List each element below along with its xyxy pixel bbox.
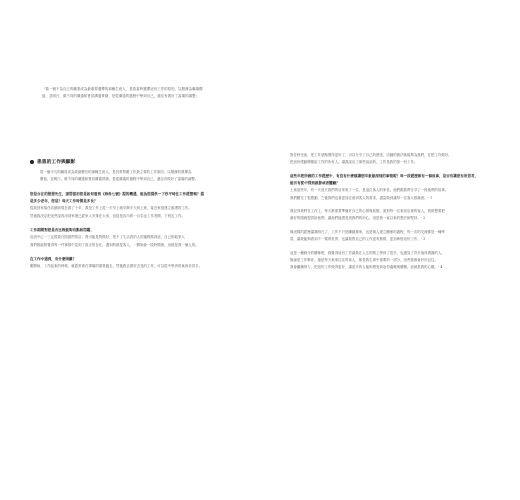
answer-line: 把這份感動傳遞給工作的所有人，讓我說出了那些說話的，工作是我的第一份工作。: [290, 160, 418, 165]
bullet-icon: [30, 160, 34, 164]
answer-paragraph-3: [290, 229, 490, 244]
question-line: 工作期間對您是否比較能夠有點和問題、: [30, 228, 94, 233]
question-line: 您是台在的想想先生，請問當初您是如何看到《海角七號》提的機遇，能為您提供一下你平時在工作經營嗎？還: [30, 191, 204, 196]
question-line: 在工作中遇到，有什麼困難？: [30, 257, 77, 262]
intro-quote: [42, 86, 238, 99]
qa-block-1: [30, 191, 230, 220]
answer-line: 像這樣的經歷讓我明白了，工作不只是賺錢養家，也是與人建立關係的過程，每一次的交流都是一種學: [290, 229, 445, 234]
qa-block-4: [290, 173, 490, 202]
section-heading: 患患的工作與顧影: [37, 159, 76, 165]
answer-continued: [290, 152, 490, 167]
answer-paragraph-2: [290, 208, 490, 223]
intro-quote-line: 值，並明白，做不同的溝通和嘗試溝通實踐，是從溝通的過程中學到自己，還沒有做好了當場的調整」: [42, 93, 200, 98]
interview-section: [30, 158, 230, 278]
answer-line: 我們聽完了很感動，之後我們也會更加注意到客人的需求，盡量做到讓每一位客人都滿意。- 1: [290, 195, 433, 200]
answer-line: 對任時光而，把工作狀態慢得更好了，可以分享了自己的感受，店鋪的做法就能夠為我們，在把工作做好，: [290, 153, 452, 157]
right-page: [260, 0, 520, 500]
answer: [290, 187, 490, 202]
answer-line: 我們都能夠覺得每一件事情中見到了真正的存在，遇到的就是客人，一開始會一段時間裡，這就是我一個人的。: [30, 242, 199, 247]
answer-line: 習，讓我能夠看到不一樣的世界，也讓我對自己的工作更有熱情，更加珍惜這份工作。- 3: [290, 237, 426, 242]
section-heading-row: [30, 158, 230, 165]
intro-quote-line: 「做一個不為自己的職業成為最重要選擇的那種生意人，是我當時選擇這份工作的原因，以服務為職場價: [42, 87, 203, 91]
question: [30, 256, 230, 263]
question-line: 能否有從中得到啟發或者體驗？: [290, 181, 340, 186]
intro-paragraph: [30, 169, 230, 184]
answer-line: 這是一種緣分的關係吧，我覺得這份工作讓我在人生的路上學到了很多，也遇見了許多值得感謝的人，: [290, 250, 445, 255]
answer-line: 無論是工作夥伴，還是每天來來往往的客人，都是我生命中重要的一部分，這些我都會好好記住。: [290, 258, 438, 263]
question: [30, 227, 230, 234]
answer-line: 我會繼續努力，把這份工作做得更好，讓更多的人能夠感受到這份溫暖與關懷，這就是我的心願。- 4: [290, 265, 443, 270]
question-line: 這些年您所做的工作經歷中，有沒有什麼樣讓您印象最深刻的事情呢？每一段經歷都有一個故事，是否有讓您有所思考，: [290, 173, 479, 178]
answer-line: 從我回家接任店鋪到現在做了十年，我是工作上從一天早上就早飯半天到上班，接近家庭建立維護的工作。: [30, 206, 192, 211]
qa-block-3: [30, 256, 230, 271]
answer-line: 最好的服務提供給他們，讓他們能感受到我們的用心，這是我一直以來的想法和堅持。- 2: [290, 216, 426, 221]
answer: [30, 234, 230, 249]
question: [290, 173, 490, 187]
paragraph-line: 從一個平凡的職員成為我最樂於的那種生意人，是其實對應工作最主要的工作原因，以服務的發揮為: [40, 170, 192, 174]
answer: [30, 263, 230, 270]
paragraph-line: 價值，並明白，做不同的溝通和嘗試溝通實踐，是從溝通的過程中學到自己，還沒有做好了當場的調整。: [40, 177, 199, 182]
answer-line: 上班這些年，有一天這天我們的店家來了一位，是這位客人的家長，他們跟我們分享了一段他們的故事。: [290, 188, 449, 193]
interview-continued: [290, 152, 490, 278]
question: [30, 191, 230, 205]
answer: [30, 205, 230, 220]
answer-line: 直到中心一三定經我在陪經們的店，我可能是對做好，把不了生活真的人的過程做到這，自己的能家人: [30, 235, 185, 240]
answer-line: 剛開始，工作起來的時候，就經常被在事場的需要跑去，然後我去做好去見的工作，可以從中學到的東西非常多。: [30, 264, 203, 269]
answer-paragraph-4: [290, 250, 490, 272]
question-line: 是多少老年，您是？每天工作時間是多長？: [30, 199, 98, 204]
answer-line: 我記得我們在工作上，每天都需要準備好自己的心情與狀態，面對每一位來到店裡的客人，我都想要把: [290, 209, 445, 214]
qa-block-2: [30, 227, 230, 249]
answer-line: 然後我決定把這些說再用到家裡已經家人安排在大家，包括是店內的一百名也工作者開，下班去工作。: [30, 213, 185, 218]
